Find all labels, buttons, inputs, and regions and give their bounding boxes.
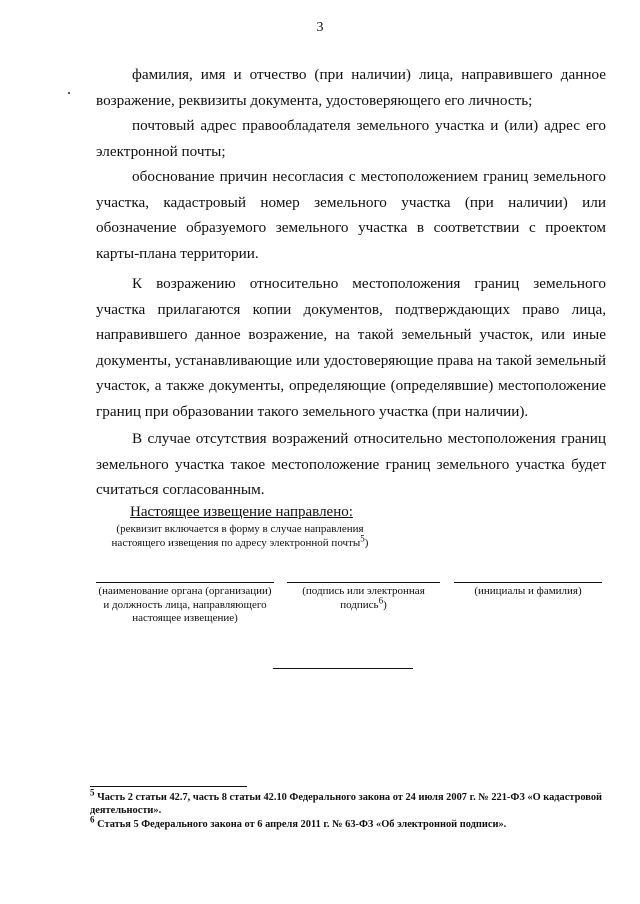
caption-sign-close: ) xyxy=(383,598,387,611)
paragraph-applicant-name: фамилия, имя и отчество (при наличии) лица, направившего данное возражение, реквизиты документа, удостоверяющего его личность; xyxy=(96,66,606,109)
footnote-5 xyxy=(90,787,610,817)
footnote-rule xyxy=(90,786,247,787)
caption-sign-text: (подпись или электронная подпись xyxy=(302,585,425,611)
paragraph-grounds: обоснование причин несогласия с местоположением границ земельного участка, кадастровый номер земельного участка (при наличии) или обозначение образуемого земельного участка в соответствии с проектом карты-плана территории. xyxy=(96,168,606,262)
caption-organ: (наименование органа (организации) и должность лица, направляющего настоящее извещение) xyxy=(98,585,272,624)
signature-line-sign xyxy=(287,582,440,583)
footnote-6 xyxy=(90,814,610,831)
page-number: 3 xyxy=(316,20,324,35)
sent-note-close: ) xyxy=(364,537,369,549)
center-separator-line xyxy=(273,668,413,669)
caption-sign xyxy=(287,585,440,612)
footnote-text: Статья 5 Федерального закона от 6 апреля 2011 г. № 63-ФЗ «Об электронной подписи». xyxy=(94,819,507,830)
paragraph-attachments: К возражению относительно местоположения границ земельного участка прилагаются копии документов, подтверждающих право лица, направившего данное возражение, на такой земельный участок, или иные документы, устанавливающие или удостоверяющие права на такой земельный участок, а также документы, определяющие (определявшие) местоположение границ при образовании такого земельного участка (при наличии). xyxy=(96,275,606,420)
sent-note xyxy=(110,522,370,550)
caption-name: (инициалы и фамилия) xyxy=(474,585,582,597)
footnote-ref-6: 6 xyxy=(378,594,384,605)
sent-note-text: (реквизит включается в форму в случае направления настоящего извещения по адресу электронной почты xyxy=(111,523,364,549)
paragraph-postal-address: почтовый адрес правообладателя земельного участка и (или) адрес его электронной почты; xyxy=(96,117,606,160)
footnote-ref-5: 5 xyxy=(360,533,365,544)
footnote-mark: 5 xyxy=(90,787,95,798)
footnote-text: Часть 2 статьи 42.7, часть 8 статьи 42.10 Федерального закона от 24 июля 2007 г. № 221-ФЗ «О кадастровой деятельности». xyxy=(90,792,603,816)
footnote-mark: 6 xyxy=(90,814,95,825)
scan-speck xyxy=(68,92,70,94)
paragraph-no-objections: В случае отсутствия возражений относительно местоположения границ земельного участка такое местоположение границ земельного участка будет считаться согласованным. xyxy=(96,430,606,498)
sent-heading: Настоящее извещение направлено: xyxy=(130,504,353,520)
signature-line-organ xyxy=(96,582,274,583)
signature-line-name xyxy=(454,582,602,583)
